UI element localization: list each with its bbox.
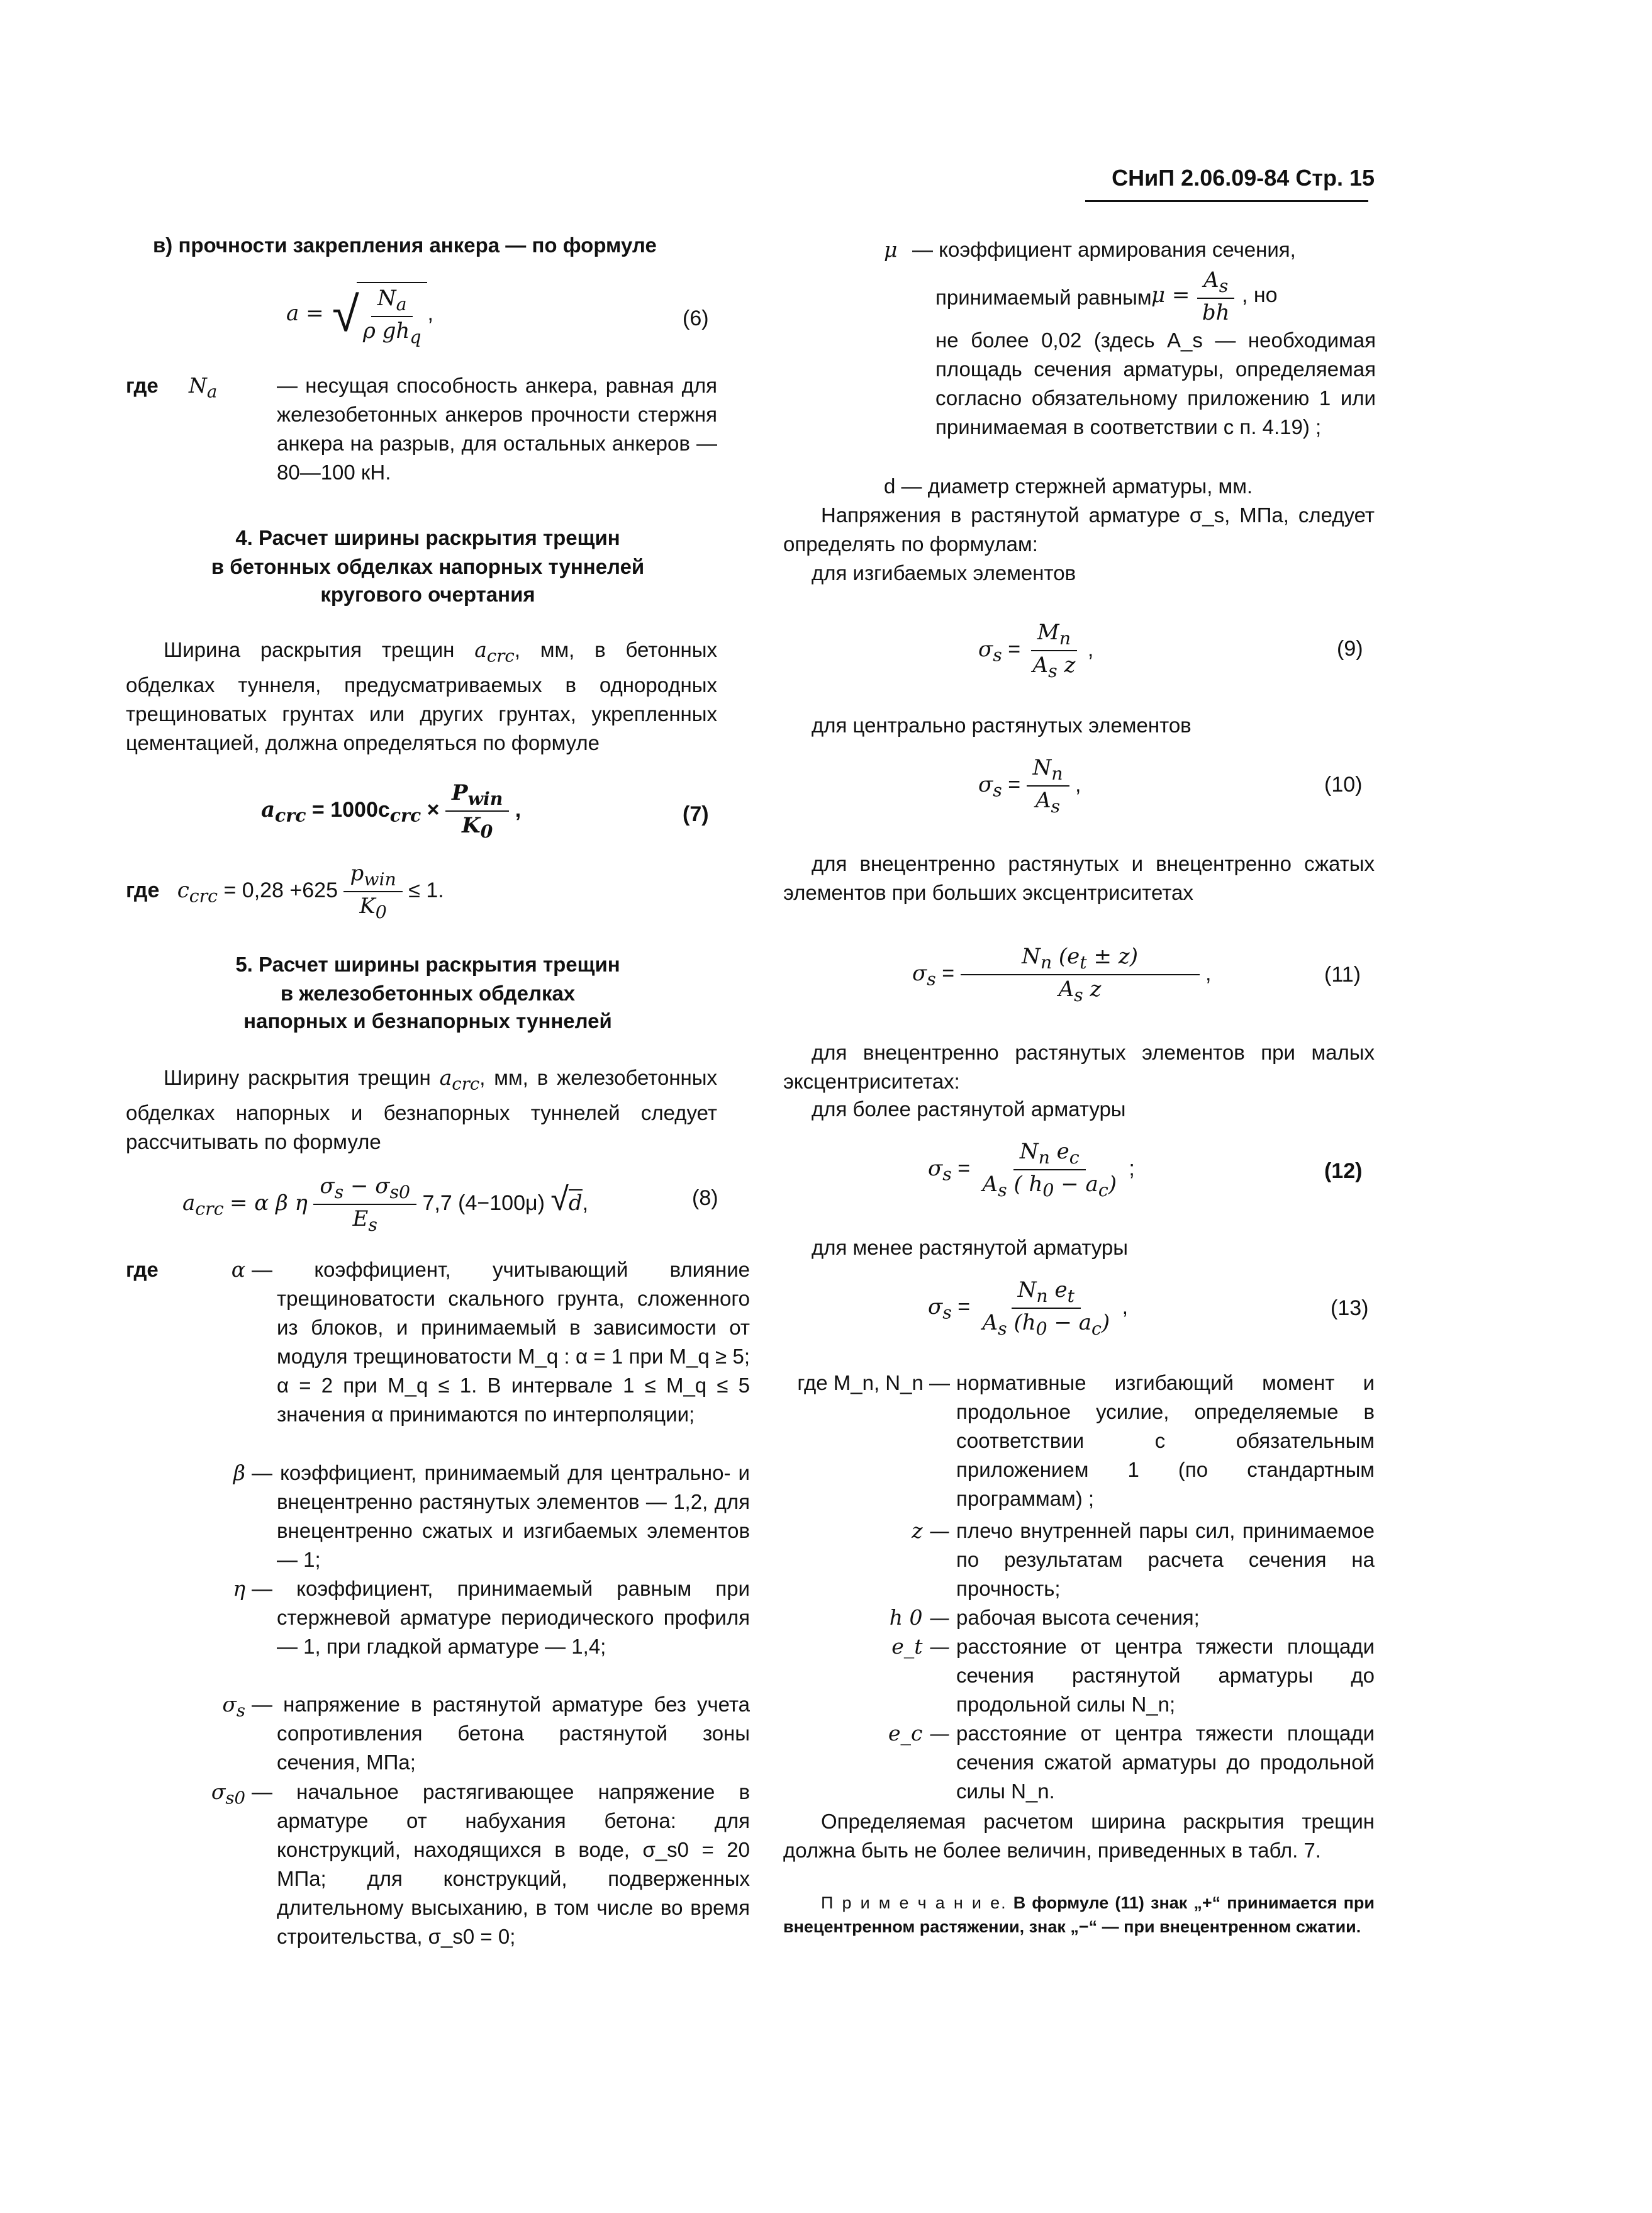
radical-icon: √ <box>550 1180 569 1218</box>
section-5-paragraph <box>126 1063 717 1157</box>
eq12-lhs: σ <box>928 1155 943 1181</box>
mu-symbol: μ <box>884 237 898 262</box>
where2-text-3: расстояние от центра тяжести площади сечения растянутой арматуры до продольной силы N_n; <box>956 1635 1375 1716</box>
def-beta-sym <box>208 1459 245 1487</box>
mu-tail: , но <box>1241 283 1278 307</box>
eq7-den: K <box>462 812 481 838</box>
eq12-num: N <box>1019 1139 1039 1164</box>
eq8-eq: = α β η <box>230 1190 308 1216</box>
eq9-den: A <box>1032 652 1049 678</box>
eq8-num-s2: s0 <box>389 1181 411 1202</box>
eq9-tail: , <box>1087 637 1094 661</box>
eq11-num: N <box>1022 944 1041 969</box>
formula-13: $\sigma_s$ = $\frac{N_n e_t}{A_s (h_0 - a_c)}$ , <box>928 1277 1129 1339</box>
def-eta-text: — коэффициент, принимаемый равным при стержневой арматуре периодического профиля — 1, при гладкой арматуре — 1,4; <box>252 1577 750 1658</box>
eq8-minus: − σ <box>343 1174 390 1199</box>
eq8-number: (8) <box>692 1186 718 1210</box>
eq9-number: (9) <box>1337 637 1363 661</box>
eq9-den-tail: z <box>1064 652 1076 678</box>
where-6-word: где <box>126 374 159 397</box>
eq8-lhs-sub: crc <box>195 1198 224 1219</box>
header-rule <box>1085 200 1368 202</box>
eq10-num-sub: n <box>1051 763 1063 784</box>
eq12-den-tail2: − a <box>1054 1171 1098 1197</box>
def-0-sym: α <box>231 1257 245 1282</box>
def-sigma-s0-sym <box>195 1778 245 1813</box>
mu-num-sub: s <box>1219 275 1229 296</box>
def-sigma-s-sym <box>201 1690 245 1725</box>
formula-6 <box>286 282 433 347</box>
section-5-title-2: в железобетонных обделках <box>280 982 576 1005</box>
eq12-den-tail2-sub: c <box>1098 1179 1108 1201</box>
ecc-small-label: для внецентренно растянутых элементов при малых эксцентриситетах: <box>783 1041 1375 1093</box>
where-7-eq: = 0,28 +625 <box>223 878 338 902</box>
less-tensioned-label: для менее растянутой арматуры <box>812 1236 1129 1259</box>
eq13-den: A <box>982 1309 998 1335</box>
section-4-paragraph <box>126 636 717 758</box>
sec4-para-b: , мм, в бетонных обделках туннеля, предусматриваемых в однородных трещиноватых грунтах или других грунтах, укрепленных цементацией, должна определяться по формуле <box>126 638 717 754</box>
formula-10: $\sigma_s$ = $\frac{N_n}{A_s}$ , <box>978 755 1081 817</box>
def-sigma-s-text: — напряжение в растянутой арматуре без учета сопротивления бетона растянутой зоны сечения, МПа; <box>252 1693 750 1774</box>
eq7-number: (7) <box>683 802 709 826</box>
def-3-sym: σ <box>222 1692 237 1717</box>
where-7-lhs: c <box>177 877 189 903</box>
sec5-para-b: , мм, в железобетонных обделках напорных и безнапорных туннелей следует рассчитывать по формуле <box>126 1066 718 1153</box>
where-7-den-sub: 0 <box>375 901 387 922</box>
where-7-word: где <box>126 878 160 902</box>
where2-text-0: нормативные изгибающий момент и продольное усилие, определяемые в соответствии с обязательным приложением 1 (по стандартным программам) ; <box>956 1371 1375 1510</box>
eq13-lhs-sub: s <box>942 1302 952 1323</box>
note <box>783 1891 1375 1939</box>
eq13-tail: , <box>1122 1294 1129 1319</box>
eq11-num-tail: (e <box>1058 944 1080 969</box>
eq12-den-sub: s <box>998 1179 1007 1201</box>
eq13-num-e: e <box>1054 1277 1068 1303</box>
note-text: В формуле (11) знак „+“ принимается при внецентренном растяжении, знак „−“ — при внецентренном сжатии. <box>783 1893 1375 1936</box>
eq12-den-tail: ( h <box>1013 1171 1043 1197</box>
eq13-den-tail2-sub: c <box>1091 1318 1102 1339</box>
section-4-title-3: кругового очертания <box>320 583 535 606</box>
eq12-number: (12) <box>1324 1159 1363 1183</box>
sec5-para-a: Ширину раскрытия трещин <box>164 1066 431 1089</box>
eq7-tail: , <box>515 797 522 822</box>
mu-text-b: принимаемый равным <box>935 286 1152 309</box>
eq11-num-tail2: ± z) <box>1086 944 1138 969</box>
eq13-lhs: σ <box>928 1294 943 1319</box>
def-eta-sym <box>208 1574 245 1603</box>
where-6-text: — несущая способность анкера, равная для железобетонных анкеров прочности стержня анкера на разрыв, для остальных анкеров — 80—100 кН. <box>277 374 717 484</box>
where-8-word: где <box>126 1258 159 1281</box>
eq10-tail: , <box>1074 772 1081 797</box>
section-5-title-3: напорных и безнапорных туннелей <box>243 1009 612 1033</box>
eq12-den-tail3: ) <box>1108 1171 1117 1197</box>
def-alpha-sym <box>208 1255 245 1284</box>
eq11-num-sub: n <box>1040 951 1052 973</box>
eq12-num-sub: n <box>1038 1146 1050 1168</box>
def-sigma-s0-text: — начальное растягивающее напряжение в арматуре от набухания бетона: для конструкций, находящихся в воде, σ_s0 = 20 МПа; для конструкций, подверженных длительному высыханию, в том числе во время строительства, σ_s0 = 0; <box>252 1780 750 1948</box>
eq6-number: (6) <box>683 306 709 330</box>
more-tensioned-label: для более растянутой арматуры <box>812 1097 1126 1121</box>
mu-num: A <box>1203 267 1219 293</box>
eq11-den-sub: s <box>1074 984 1083 1006</box>
eq11-num-tail-sub: t <box>1080 951 1087 973</box>
eq8-den: E <box>352 1206 369 1231</box>
eq8-root: d <box>568 1190 583 1216</box>
eq11-tail: , <box>1205 961 1212 985</box>
eq13-den-tail: (h <box>1013 1309 1036 1335</box>
def-4-sym: σ <box>211 1779 226 1804</box>
def-3-sub: s <box>236 1700 245 1721</box>
eq6-num: N <box>377 286 396 311</box>
eq7-lhs-sub: crc <box>275 804 306 826</box>
section-4-title-2: в бетонных обделках напорных туннелей <box>211 555 645 578</box>
radical-icon: √ <box>332 286 359 342</box>
where-7-tail: ≤ 1. <box>408 878 444 902</box>
eq6-den: ρ gh <box>362 318 410 344</box>
eq13-den-tail2: − a <box>1047 1309 1092 1335</box>
mu-den: bh <box>1202 300 1230 325</box>
where-6-symbol <box>189 371 217 406</box>
eq10-lhs: σ <box>978 771 993 797</box>
eq13-num-e-sub: t <box>1067 1285 1074 1306</box>
where-7-lhs-sub: crc <box>189 885 218 907</box>
eq6-lhs: a = <box>286 300 324 326</box>
where-6-sym: N <box>189 373 207 398</box>
item-v: в) прочности закрепления анкера — по формуле <box>153 233 657 257</box>
eq10-num: N <box>1032 755 1052 780</box>
final-paragraph: Определяемая расчетом ширина раскрытия трещин должна быть не более величин, приведенных в табл. 7. <box>783 1810 1375 1862</box>
eq8-den-sub: s <box>368 1214 377 1235</box>
eq13-den-tail-sub: 0 <box>1035 1318 1047 1339</box>
where-6-sym-sub: a <box>206 381 218 402</box>
where-7-num: p <box>350 861 364 886</box>
where-7-den: K <box>359 893 376 919</box>
mu-text-a: — коэффициент армирования сечения, <box>912 238 1296 261</box>
eq13-den-sub: s <box>998 1318 1007 1339</box>
where2-label-0: где M_n, N_n — <box>797 1371 950 1394</box>
eq9-lhs-sub: s <box>993 644 1002 666</box>
eq10-number: (10) <box>1324 773 1363 797</box>
ecc-large-label: для внецентренно растянутых и внецентренно сжатых элементов при больших эксцентриситетах <box>783 852 1375 904</box>
note-label: П р и м е ч а н и е. <box>821 1893 1007 1912</box>
eq8-lhs: a <box>182 1190 196 1216</box>
mu-text-c: не более 0,02 (здесь A_s — необходимая площадь сечения арматуры, определяемая согласно обязательному приложению 1 или принимаемая в соответствии с п. 4.19) ; <box>935 328 1376 439</box>
eq7-times: × <box>427 797 440 822</box>
eq12-num-e: e <box>1056 1139 1069 1164</box>
eq8-num-s1: s <box>334 1181 344 1202</box>
where2-text-1: плечо внутренней пары сил, принимаемое по результатам расчета сечения на прочность; <box>956 1519 1375 1600</box>
formula-12: $\sigma_s$ = $\frac{N_n e_c}{A_s ( h_0 - a_c)}$ ; <box>928 1139 1135 1201</box>
eq6-num-sub: a <box>396 293 407 315</box>
eq13-den-tail3: ) <box>1101 1309 1110 1335</box>
eq12-tail: ; <box>1129 1156 1135 1180</box>
formula-8: $a_{crc} = \alpha$ β η $\frac{\sigma_s - \sigma_{s0}}{E_s}$ 7,7 (4−100μ) √d, <box>182 1174 589 1235</box>
section-4-title-1: 4. Расчет ширины раскрытия трещин <box>235 526 620 549</box>
def-2-sym: η <box>233 1576 245 1601</box>
eq11-lhs-sub: s <box>927 968 936 990</box>
formula-11: $\sigma_s$ = $\frac{N_n (e_t \pm z)}{A_s z}$ , <box>912 944 1212 1006</box>
eq9-den-sub: s <box>1048 660 1058 681</box>
eq10-den: A <box>1035 787 1051 813</box>
eq12-lhs-sub: s <box>942 1163 952 1185</box>
d-definition: d — диаметр стержней арматуры, мм. <box>884 474 1253 498</box>
eq7-den-sub: 0 <box>480 820 493 842</box>
eq11-number: (11) <box>1324 963 1361 987</box>
eq11-den-tail: z <box>1090 976 1102 1002</box>
where2-text-4: расстояние от центра тяжести площади сечения сжатой арматуры до продольной силы N_n. <box>956 1722 1375 1803</box>
eq12-den-tail-sub: 0 <box>1042 1179 1054 1201</box>
eq11-lhs: σ <box>912 960 927 986</box>
where2-text-2: рабочая высота сечения; <box>956 1606 1200 1629</box>
def-1-sym: β <box>233 1460 245 1485</box>
mu-formula <box>1151 267 1278 325</box>
eq9-num: M <box>1037 620 1059 645</box>
eq11-den: A <box>1058 976 1074 1002</box>
eq7-lhs: a <box>261 797 276 822</box>
stress-paragraph: Напряжения в растянутой арматуре σ_s, МПа, следует определять по формулам: <box>783 503 1375 556</box>
where2-label-1: z — <box>912 1518 950 1543</box>
where-7-num-sub: win <box>364 868 396 890</box>
def-alpha-text: — коэффициент, учитывающий влияние трещиноватости скального грунта, сложенного из блоков, и принимаемый в зависимости от модуля трещиноватости M_q : α = 1 при M_q ≥ 5; α = 2 при M_q ≤ 1. В интервале 1 ≤ M_q ≤ 5 значения α принимаются по интерполяции; <box>252 1258 750 1426</box>
section-5-title-1: 5. Расчет ширины раскрытия трещин <box>235 953 620 976</box>
eq7-num: P <box>451 780 468 805</box>
mu-lhs: μ = <box>1151 282 1190 308</box>
eq13-number: (13) <box>1331 1296 1369 1320</box>
bend-label: для изгибаемых элементов <box>812 561 1076 585</box>
eq6-den-sub: q <box>410 326 421 347</box>
eq12-den: A <box>982 1171 998 1197</box>
def-beta-text: — коэффициент, принимаемый для центрально- и внецентренно растянутых элементов — 1,2, для внецентренно сжатых и изгибаемых элементов — 1; <box>252 1461 750 1571</box>
eq6-tail: , <box>427 301 433 325</box>
where2-label-3: e_t — <box>891 1634 950 1659</box>
eq13-num: N <box>1017 1277 1037 1303</box>
eq13-num-sub: n <box>1036 1285 1048 1306</box>
eq8-tail: 7,7 (4−100μ) <box>422 1191 545 1215</box>
sec4-para-a: Ширина раскрытия трещин <box>164 638 455 661</box>
formula-7 <box>261 780 521 842</box>
page-header: СНиП 2.06.09-84 Стр. 15 <box>1112 165 1375 191</box>
where2-label-2: h 0 — <box>889 1605 950 1630</box>
formula-9: $\sigma_s$ = $\frac{M_n}{A_s z}$ , <box>978 620 1094 681</box>
eq9-lhs: σ <box>978 636 993 662</box>
central-label: для центрально растянутых элементов <box>812 714 1192 737</box>
sec4-acrc: $a_{crc}$ <box>474 637 515 666</box>
eq10-lhs-sub: s <box>993 780 1002 801</box>
eq9-num-sub: n <box>1059 627 1071 649</box>
eq8-num: σ <box>320 1174 335 1199</box>
where2-label-4: e_c — <box>888 1721 950 1745</box>
def-4-sub: s0 <box>225 1788 245 1808</box>
eq7-num-sub: win <box>467 787 503 809</box>
eq7-eq: = 1000c <box>311 797 390 822</box>
eq10-den-sub: s <box>1051 795 1061 817</box>
where-7 <box>126 861 444 922</box>
eq7-c-sub: crc <box>389 804 421 826</box>
eq12-num-e-sub: c <box>1069 1146 1080 1168</box>
sec5-acrc: $a_{crc}$ <box>439 1065 480 1094</box>
